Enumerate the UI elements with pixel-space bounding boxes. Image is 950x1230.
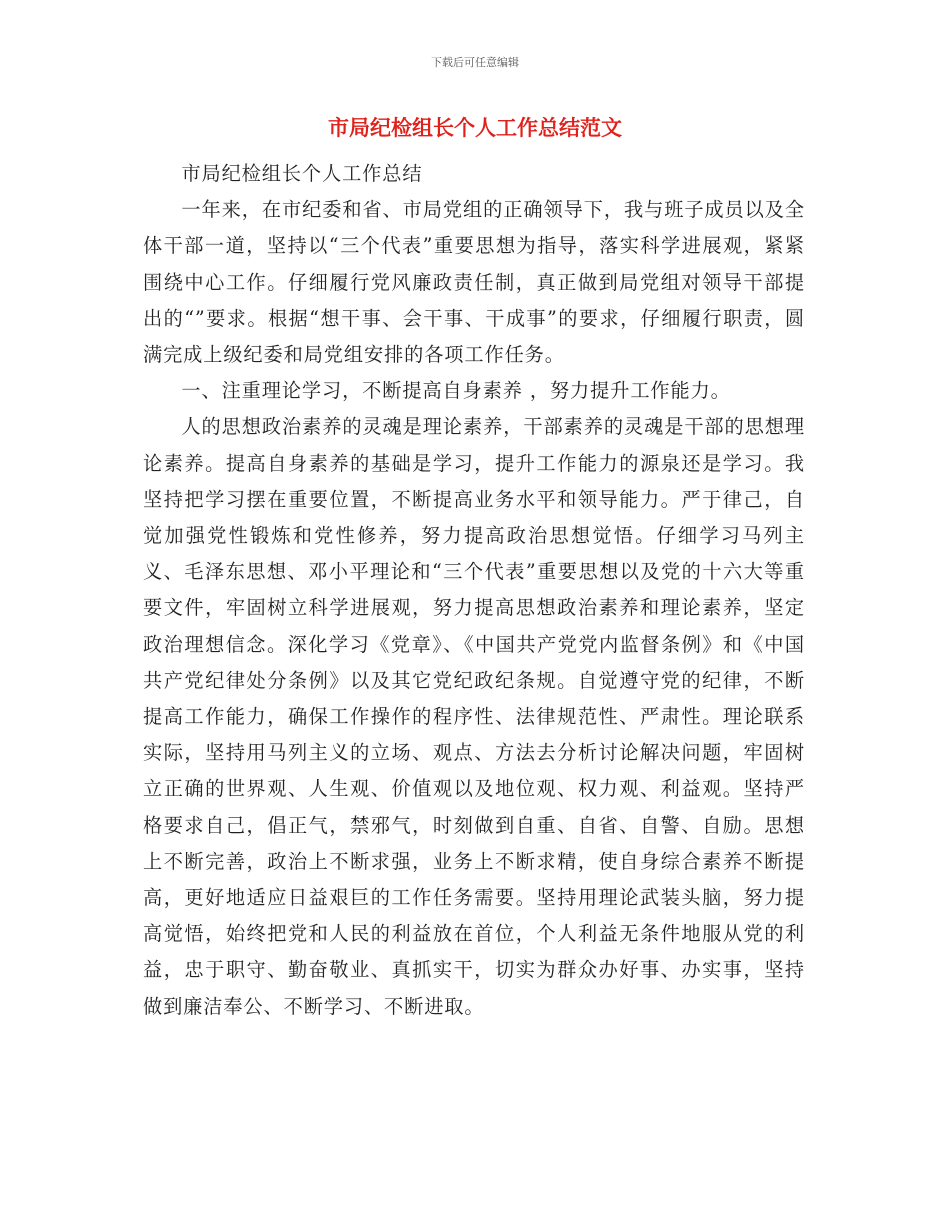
intro-paragraph: 一年来，在市纪委和省、市局党组的正确领导下，我与班子成员以及全体干部一道，坚持以“三个代表”重要思想为指导，落实科学进展观，紧紧围绕中心工作。仔细履行党风廉政责任制，真正做到局党组对领导干部提出的“”要求。根据“想干事、会干事、干成事”的要求，仔细履行职责，圆满完成上级纪委和局党组安排的各项工作任务。 [143, 198, 805, 367]
subtitle-paragraph: 市局纪检组长个人工作总结 [181, 162, 423, 185]
document-body [143, 156, 805, 1025]
document-title: 市局纪检组长个人工作总结范文 [328, 116, 622, 140]
header-note: 下载后可任意编辑 [431, 56, 519, 69]
section-heading: 一、注重理论学习，不断提高自身素养 ，努力提升工作能力。 [181, 379, 731, 403]
body-paragraph: 人的思想政治素养的灵魂是理论素养，干部素养的灵魂是干部的思想理论素养。提高自身素养的基础是学习，提升工作能力的源泉还是学习。我坚持把学习摆在重要位置，不断提高业务水平和领导能力。严于律己，自觉加强党性锻炼和党性修养，努力提高政治思想觉悟。仔细学习马列主义、毛泽东思想、邓小平理论和“三个代表”重要思想以及党的十六大等重要文件，牢固树立科学进展观，努力提高思想政治素养和理论素养，坚定政治理想信念。深化学习《党章》、《中国共产党党内监督条例》和《中国共产党纪律处分条例》以及其它党纪政纪条规。自觉遵守党的纪律，不断提高工作能力，确保工作操作的程序性、法律规范性、严肃性。理论联系实际，坚持用马列主义的立场、观点、方法去分析讨论解决问题，牢固树立正确的世界观、人生观、价值观以及地位观、权力观、利益观。坚持严格要求自己，倡正气，禁邪气，时刻做到自重、自省、自警、自励。思想上不断完善，政治上不断求强，业务上不断求精，使自身综合素养不断提高，更好地适应日益艰巨的工作任务需要。坚持用理论武装头脑，努力提高觉悟，始终把党和人民的利益放在首位，个人利益无条件地服从党的利益，忠于职守、勤奋敬业、真抓实干，切实为群众办好事、办实事，坚持做到廉洁奉公、不断学习、不断进取。 [143, 415, 805, 1018]
